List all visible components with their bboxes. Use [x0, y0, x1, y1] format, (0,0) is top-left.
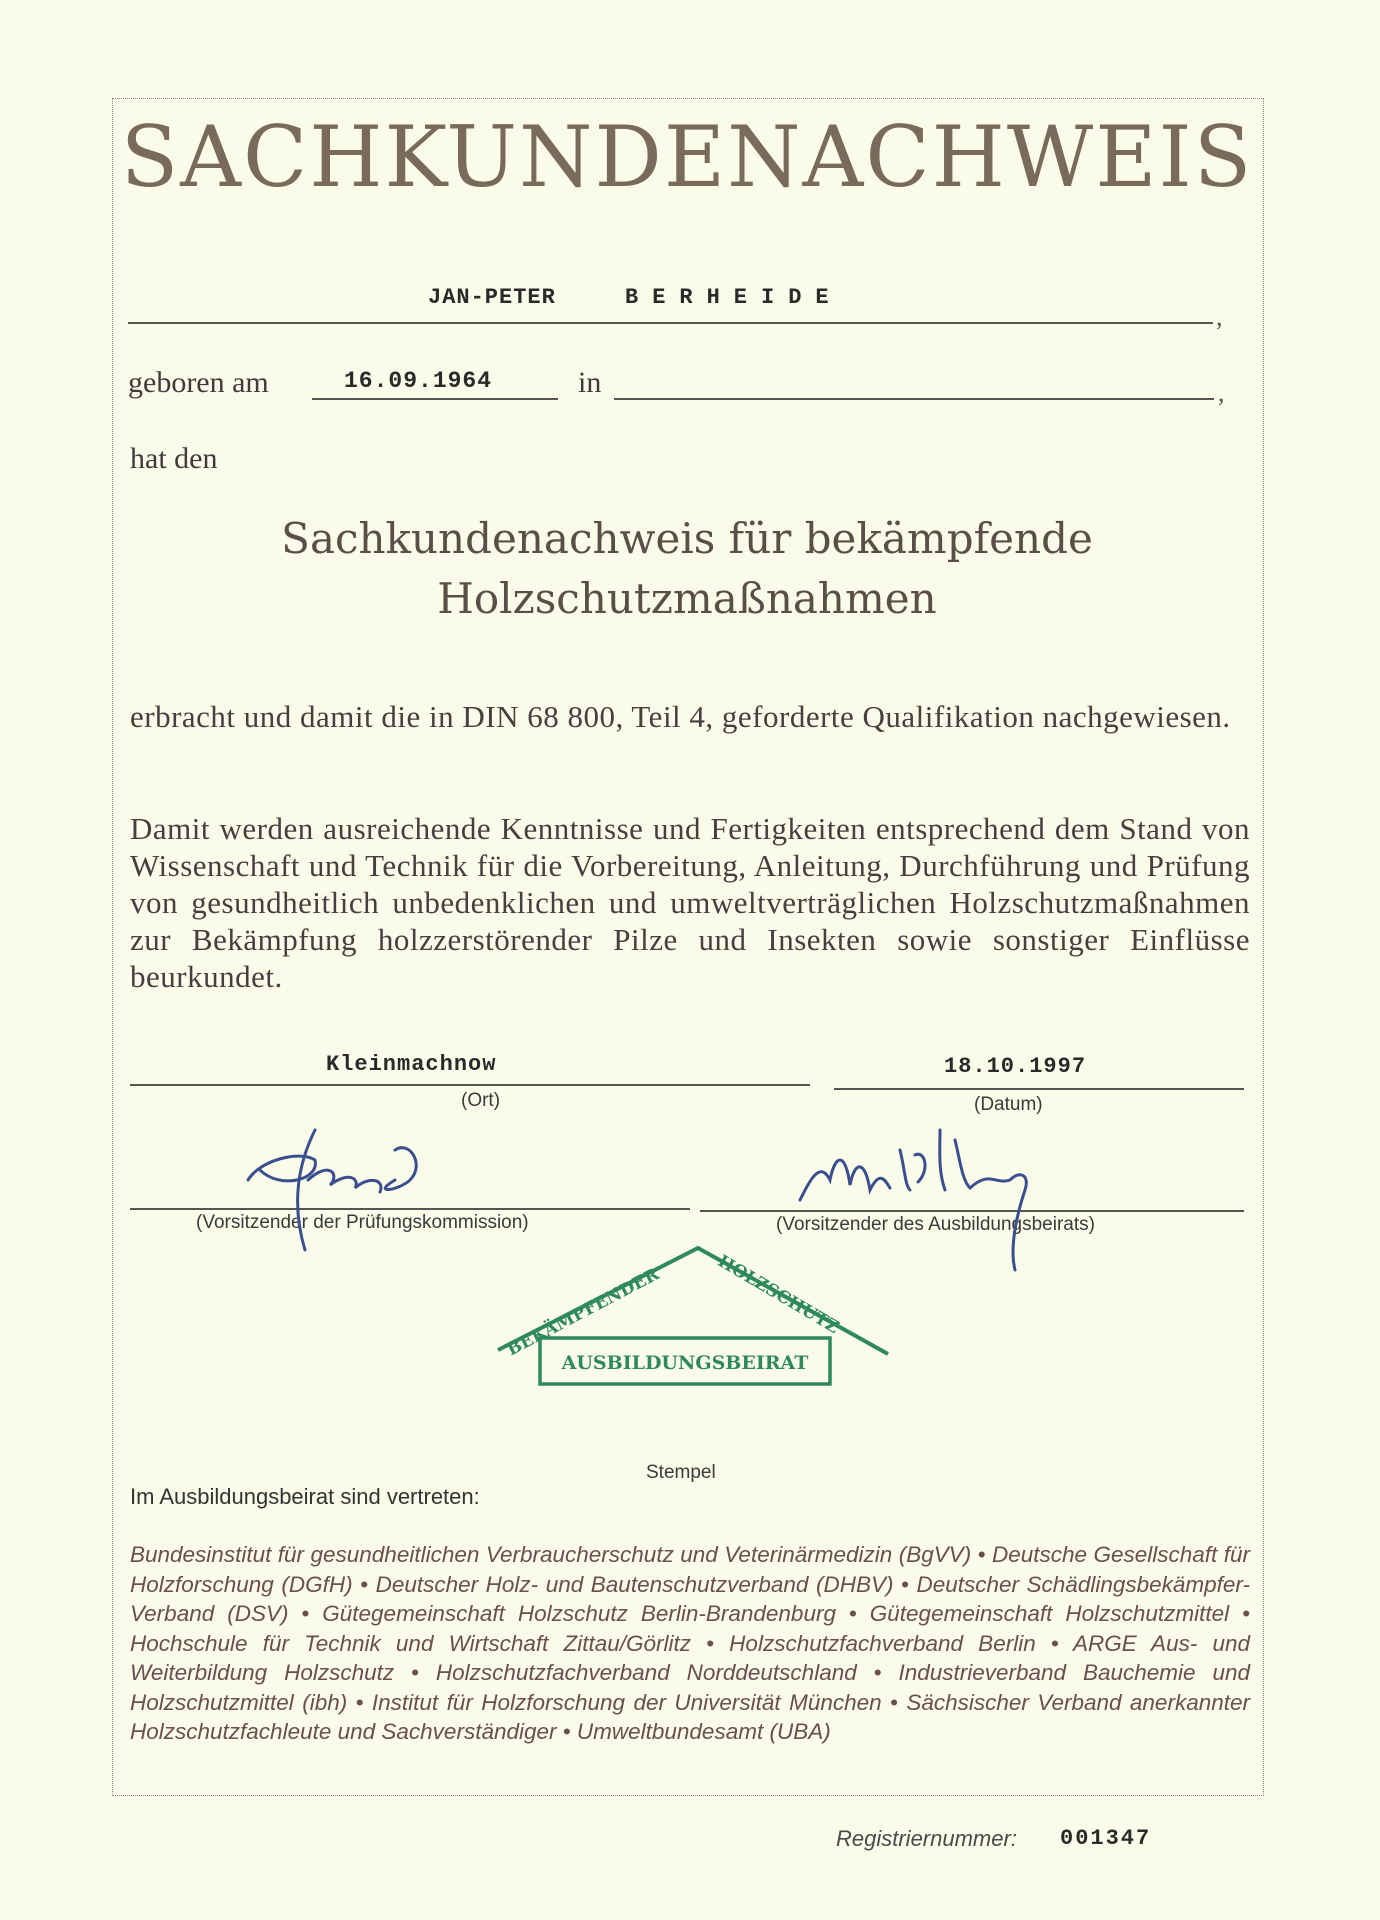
registration-number: 001347: [1060, 1826, 1152, 1851]
members-heading: Im Ausbildungsbeirat sind vertreten:: [130, 1484, 480, 1509]
stamp-arc-left: BEKÄMPFENDER: [503, 1264, 663, 1361]
name-underline: [128, 322, 1213, 324]
name-comma: ,: [1216, 302, 1223, 331]
registration-label: Registriernummer:: [836, 1826, 1017, 1851]
place-caption: (Ort): [461, 1090, 501, 1111]
date-value: 18.10.1997: [944, 1054, 1087, 1079]
signature-left-caption: (Vorsitzender der Prüfungskommission): [196, 1212, 529, 1233]
stamp: [488, 1230, 908, 1410]
paragraph-din: erbracht und damit die in DIN 68 800, Teil 4, geforderte Qualifikation nachgewiesen.: [130, 699, 1231, 734]
hat-den-label: hat den: [130, 442, 218, 475]
stamp-arc-right: HOLZSCHUTZ: [714, 1251, 843, 1338]
members-list: Bundesinstitut für gesundheitlichen Verbraucherschutz und Veterinärmedizin (BgVV) • Deutsche Gesellschaft für Holzforschung (DGfH) • Deutscher Holz- und Bautenschutzverband (DHBV) • Deutscher Schädlingsbekämpfer-Verband (DSV) • Gütegemeinschaft Holzschutz Berlin-Brandenburg • Gütegemeinschaft Holzschutzmittel • Hochschule für Technik und Wirtschaft Zittau/Görlitz • Holzschutzfachverband Berlin • ARGE Aus- und Weiterbildung Holzschutz • Holzschutzfachverband Norddeutschland • Industrieverband Bauchemie und Holzschutzmittel (ibh) • Institut für Holzforschung der Universität München • Sächsischer Verband anerkannter Holzschutzfachleute und Sachverständiger • Umweltbundesamt (UBA): [130, 1542, 1250, 1744]
paragraph-description: Damit werden ausreichende Kenntnisse und Fertigkeiten entsprechend dem Stand von Wissenschaft und Technik für die Vorbereitung, Anleitung, Durchführung und Prüfung von gesundheitlich unbedenklichen und umweltverträglichen Holzschutzmaßnahmen zur Bekämpfung holzzerstörender Pilze und Insekten sowie sonstiger Einflüsse beurkundet.: [130, 811, 1250, 994]
stamp-box-text: AUSBILDUNGSBEIRAT: [561, 1352, 809, 1374]
qualification-title-line2: Holzschutzmaßnahmen: [437, 574, 937, 623]
holder-last-name: BERHEIDE: [625, 285, 843, 310]
signature-left: [220, 1120, 520, 1270]
qualification-title-line1: Sachkundenachweis für bekämpfende: [281, 514, 1093, 563]
date-caption: (Datum): [974, 1094, 1043, 1115]
place-value: Kleinmachnow: [326, 1052, 497, 1077]
birth-date: 16.09.1964: [344, 368, 493, 394]
birthplace-underline: [614, 398, 1214, 400]
in-label: in: [578, 366, 602, 399]
stamp-caption: Stempel: [646, 1462, 716, 1483]
place-underline: [130, 1084, 810, 1086]
birthplace-comma: ,: [1218, 378, 1225, 407]
certificate-title: SACHKUNDENACHWEIS: [120, 108, 1254, 206]
holder-first-name: JAN-PETER: [428, 285, 556, 310]
signature-right-caption: (Vorsitzender des Ausbildungsbeirats): [776, 1214, 1095, 1235]
birth-date-underline: [312, 398, 558, 400]
born-label: geboren am: [128, 366, 269, 399]
date-underline: [834, 1088, 1244, 1090]
